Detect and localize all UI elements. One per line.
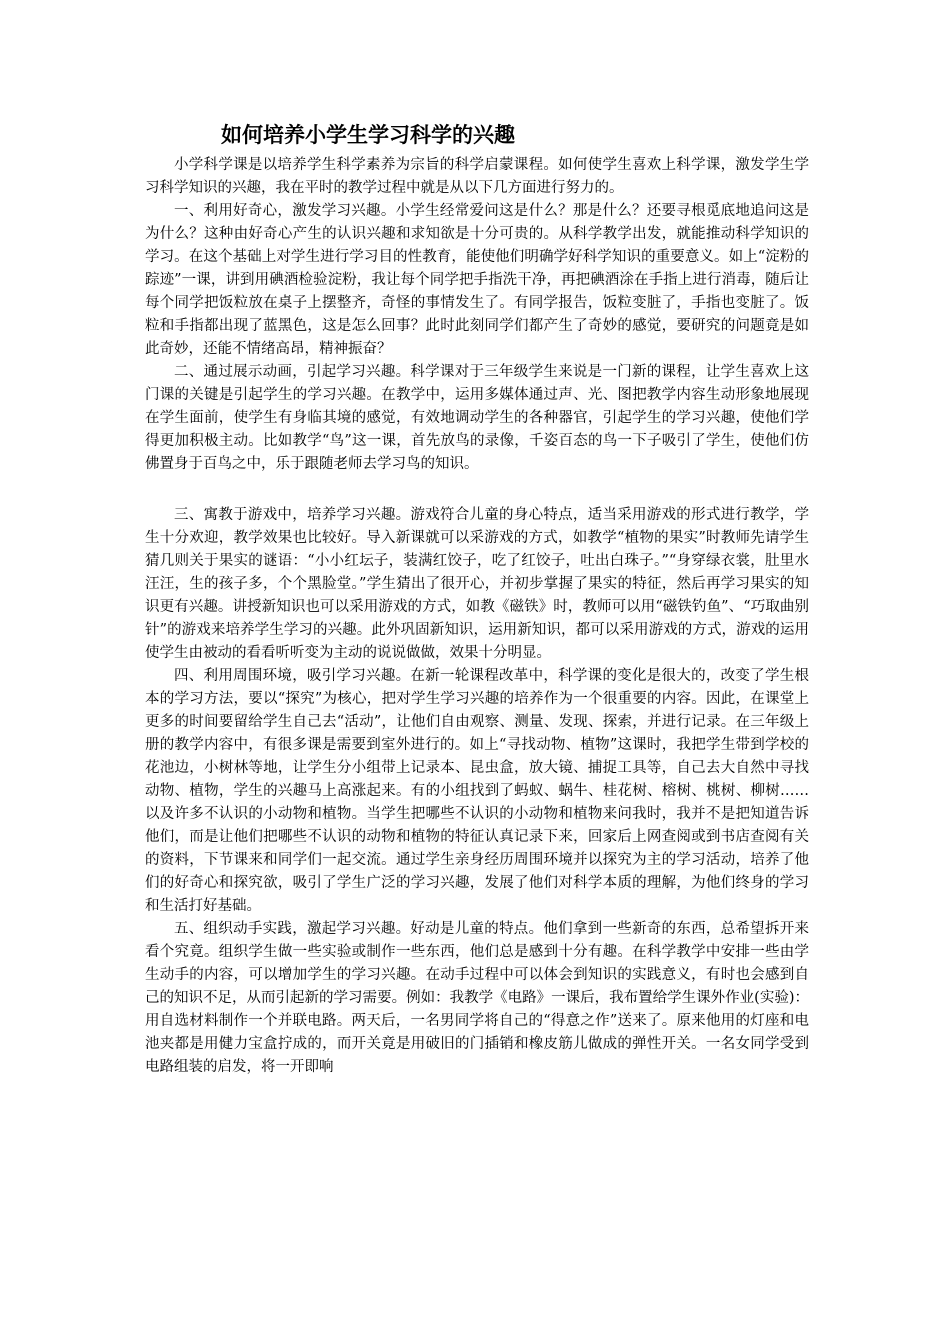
- paragraph-environment: 四、利用周围环境，吸引学习兴趣。在新一轮课程改革中，科学课的变化是很大的，改变了学生根本的学习方法，要以“探究”为核心，把对学生学习兴趣的培养作为一个很重要的内容。因此，在课堂上更多的时间要留给学生自己去“活动”，让他们自由观察、测量、发现、探索，并进行记录。在三年级上册的教学内容中，有很多课是需要到室外进行的。如上“寻找动物、植物”这课时，我把学生带到学校的花池边，小树林等地，让学生分小组带上记录本、昆虫盒，放大镜、捕捉工具等，自己去大自然中寻找动物、植物，学生的兴趣马上高涨起来。有的小组找到了蚂蚁、蜗牛、桂花树、榕树、桃树、柳树……以及许多不认识的小动物和植物。当学生把哪些不认识的小动物和植物来问我时，我并不是把知道告诉他们，而是让他们把哪些不认识的动物和植物的特征认真记录下来，回家后上网查阅或到书店查阅有关的资料，下节课来和同学们一起交流。通过学生亲身经历周围环境并以探究为主的学习活动，培养了他们的好奇心和探究欲，吸引了学生广泛的学习兴趣，发展了他们对科学本质的理解，为他们终身的学习和生活打好基础。: [145, 668, 809, 914]
- paragraph-curiosity: 一、利用好奇心，激发学习兴趣。小学生经常爱问这是什么？那是什么？还要寻根觅底地追问这是为什么？这种由好奇心产生的认识兴趣和求知欲是十分可贵的。从科学教学出发，就能推动科学知识的学习。在这个基础上对学生进行学习目的性教育，能使他们明确学好科学知识的重要意义。如上“淀粉的踪迹”一课，讲到用碘酒检验淀粉，我让每个同学把手指洗干净，再把碘酒涂在手指上进行消毒，随后让每个同学把饭粒放在桌子上摆整齐，奇怪的事情发生了。有同学报告，饭粒变脏了，手指也变脏了。饭粒和手指都出现了蓝黑色，这是怎么回事？此时此刻同学们都产生了奇妙的感觉，要研究的问题竟是如此奇妙，还能不情绪高昂，精神振奋？: [145, 203, 809, 357]
- paragraph-animation: 二、通过展示动画，引起学习兴趣。科学课对于三年级学生来说是一门新的课程，让学生喜欢上这门课的关键是引起学生的学习兴趣。在教学中，运用多媒体通过声、光、图把教学内容生动形象地展现在学生面前，使学生有身临其境的感觉，有效地调动学生的各种器官，引起学生的学习兴趣，使他们学得更加积极主动。比如教学“鸟”这一课，首先放鸟的录像，千姿百态的鸟一下子吸引了学生，使他们仿佛置身于百鸟之中，乐于跟随老师去学习鸟的知识。: [145, 364, 809, 472]
- paragraph-intro: 小学科学课是以培养学生科学素养为宗旨的科学启蒙课程。如何使学生喜欢上科学课，激发学生学习科学知识的兴趣，我在平时的教学过程中就是从以下几方面进行努力的。: [145, 157, 809, 196]
- paragraph-hands-on: 五、组织动手实践，激起学习兴趣。好动是儿童的特点。他们拿到一些新奇的东西，总希望拆开来看个究竟。组织学生做一些实验或制作一些东西，他们总是感到十分有趣。在科学教学中安排一些由学生动手的内容，可以增加学生的学习兴趣。在动手过程中可以体会到知识的实践意义，有时也会感到自己的知识不足，从而引起新的学习需要。例如：我教学《电路》一课后，我布置给学生课外作业(实验)：用自选材料制作一个并联电路。两天后，一名男同学将自己的“得意之作”送来了。原来他用的灯座和电池夹都是用健力宝盒拧成的，而开关竟是用破旧的门插销和橡皮筋儿做成的弹性开关。一名女同学受到电路组装的启发，将一开即响: [145, 921, 809, 1075]
- paragraph-spacer: [145, 476, 809, 504]
- document-page: [145, 120, 809, 1079]
- document-title: 如何培养小学生学习科学的兴趣: [221, 122, 515, 147]
- paragraph-games: 三、寓教于游戏中，培养学习兴趣。游戏符合儿童的身心特点，适当采用游戏的形式进行教学，学生十分欢迎，教学效果也比较好。导入新课就可以采游戏的方式，如教学“植物的果实”时教师先请学生猜几则关于果实的谜语：“小小红坛子，装满红饺子，吃了红饺子，吐出白珠子。”“身穿绿衣裳，肚里水汪汪，生的孩子多，个个黑脸堂。”学生猜出了很开心，并初步掌握了果实的特征，然后再学习果实的知识更有兴趣。讲授新知识也可以采用游戏的方式，如教《磁铁》时，教师可以用“磁铁钓鱼”、“巧取曲别针”的游戏来培养学生学习的兴趣。此外巩固新知识，运用新知识，都可以采用游戏的方式，游戏的运用使学生由被动的看看听听变为主动的说说做做，效果十分明显。: [145, 507, 809, 661]
